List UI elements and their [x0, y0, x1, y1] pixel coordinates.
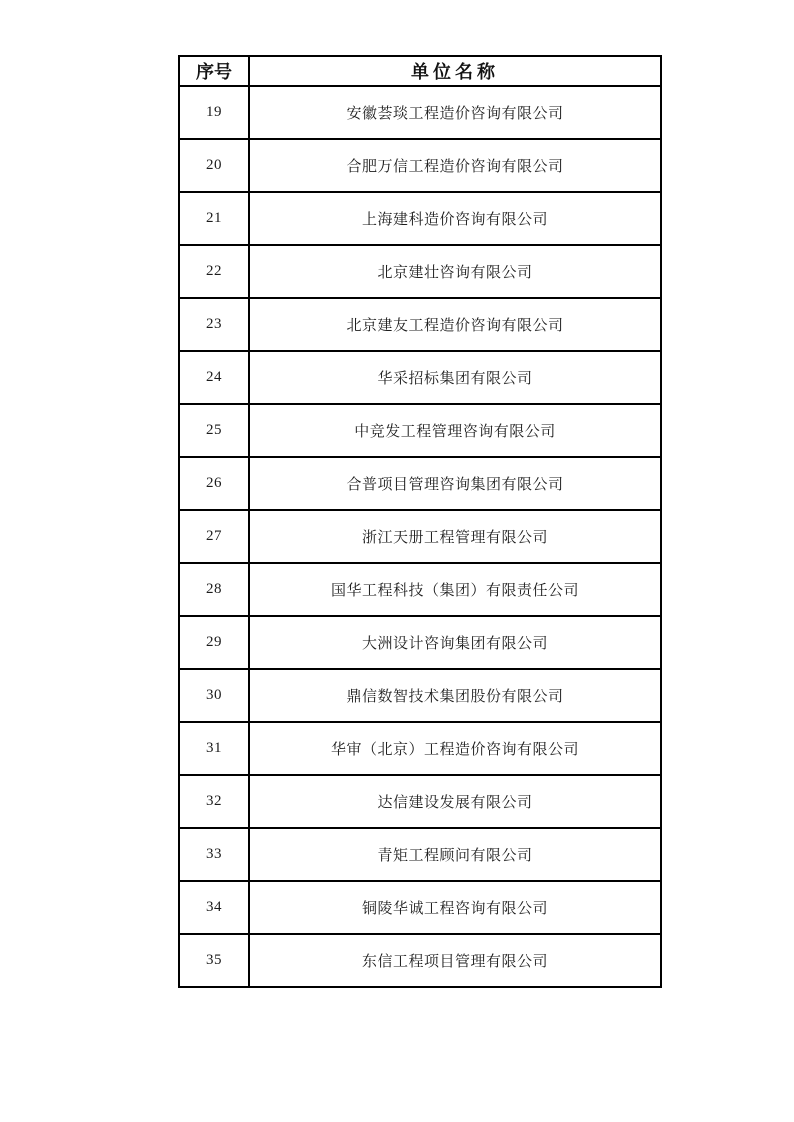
unit-name-cell: 合普项目管理咨询集团有限公司 [249, 457, 661, 510]
table-row [179, 881, 661, 934]
table-row [179, 351, 661, 404]
serial-number-cell: 26 [179, 457, 249, 510]
serial-number-cell: 22 [179, 245, 249, 298]
unit-name-cell: 鼎信数智技术集团股份有限公司 [249, 669, 661, 722]
table-row [179, 828, 661, 881]
serial-number-cell: 25 [179, 404, 249, 457]
table-row [179, 669, 661, 722]
unit-name-cell: 北京建壮咨询有限公司 [249, 245, 661, 298]
table-row [179, 139, 661, 192]
serial-number-cell: 23 [179, 298, 249, 351]
table-row [179, 775, 661, 828]
unit-name-cell: 浙江天册工程管理有限公司 [249, 510, 661, 563]
table-row [179, 86, 661, 139]
unit-name-cell: 青矩工程顾问有限公司 [249, 828, 661, 881]
table-row [179, 510, 661, 563]
serial-number-cell: 35 [179, 934, 249, 987]
unit-name-cell: 达信建设发展有限公司 [249, 775, 661, 828]
unit-name-cell: 华审（北京）工程造价咨询有限公司 [249, 722, 661, 775]
table-row [179, 192, 661, 245]
table-row [179, 404, 661, 457]
table-row [179, 563, 661, 616]
serial-number-cell: 24 [179, 351, 249, 404]
table-row [179, 298, 661, 351]
unit-name-cell: 华采招标集团有限公司 [249, 351, 661, 404]
serial-number-cell: 27 [179, 510, 249, 563]
column-header-serial-number: 序号 [179, 56, 249, 86]
column-header-unit-name: 单位名称 [249, 56, 661, 86]
unit-name-cell: 铜陵华诚工程咨询有限公司 [249, 881, 661, 934]
unit-name-cell: 上海建科造价咨询有限公司 [249, 192, 661, 245]
unit-name-cell: 合肥万信工程造价咨询有限公司 [249, 139, 661, 192]
serial-number-cell: 21 [179, 192, 249, 245]
unit-name-cell: 安徽荟琰工程造价咨询有限公司 [249, 86, 661, 139]
serial-number-cell: 19 [179, 86, 249, 139]
table-body [179, 86, 661, 987]
header-row [179, 56, 661, 86]
table-header [179, 56, 661, 86]
unit-name-cell: 北京建友工程造价咨询有限公司 [249, 298, 661, 351]
table-row [179, 457, 661, 510]
serial-number-cell: 34 [179, 881, 249, 934]
serial-number-cell: 28 [179, 563, 249, 616]
unit-name-cell: 中竞发工程管理咨询有限公司 [249, 404, 661, 457]
serial-number-cell: 30 [179, 669, 249, 722]
table-row [179, 722, 661, 775]
serial-number-cell: 33 [179, 828, 249, 881]
unit-name-cell: 大洲设计咨询集团有限公司 [249, 616, 661, 669]
unit-name-cell: 国华工程科技（集团）有限责任公司 [249, 563, 661, 616]
serial-number-cell: 31 [179, 722, 249, 775]
serial-number-cell: 29 [179, 616, 249, 669]
unit-name-cell: 东信工程项目管理有限公司 [249, 934, 661, 987]
table-row [179, 934, 661, 987]
serial-number-cell: 32 [179, 775, 249, 828]
serial-number-cell: 20 [179, 139, 249, 192]
table-row [179, 616, 661, 669]
company-roster-table [178, 55, 662, 988]
table-row [179, 245, 661, 298]
